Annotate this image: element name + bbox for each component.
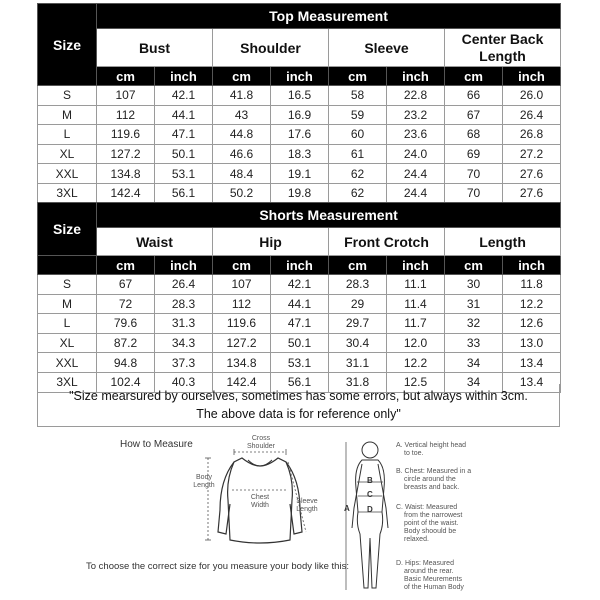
value-cell: 18.3 bbox=[271, 144, 329, 164]
size-cell: M bbox=[38, 105, 97, 125]
table-row bbox=[38, 105, 561, 125]
unit-inch: inch bbox=[387, 67, 445, 86]
unit-inch: inch bbox=[271, 67, 329, 86]
value-cell: 13.4 bbox=[503, 372, 561, 392]
unit-cm: cm bbox=[445, 67, 503, 86]
value-cell: 112 bbox=[97, 105, 155, 125]
value-cell: 28.3 bbox=[155, 294, 213, 314]
size-cell: 3XL bbox=[38, 372, 97, 392]
value-cell: 31 bbox=[445, 294, 503, 314]
value-cell: 22.8 bbox=[387, 86, 445, 106]
chest-width-label-line: Chest bbox=[250, 494, 270, 501]
legend-line: B. Chest: Measured in a bbox=[396, 468, 472, 475]
value-cell: 50.1 bbox=[155, 144, 213, 164]
unit-row bbox=[38, 67, 561, 86]
unit-inch: inch bbox=[503, 256, 561, 275]
legend-line: Body shoould be bbox=[404, 528, 457, 535]
legend-line: circle around the bbox=[404, 476, 456, 483]
legend-line: relaxed. bbox=[404, 536, 429, 543]
value-cell: 119.6 bbox=[213, 314, 271, 334]
column-group-hip: Hip bbox=[213, 228, 329, 256]
value-cell: 11.4 bbox=[387, 294, 445, 314]
value-cell: 11.8 bbox=[503, 275, 561, 295]
size-cell: L bbox=[38, 314, 97, 334]
unit-inch: inch bbox=[155, 256, 213, 275]
column-group-front-crotch: Front Crotch bbox=[329, 228, 445, 256]
value-cell: 142.4 bbox=[213, 372, 271, 392]
value-cell: 69 bbox=[445, 144, 503, 164]
value-cell: 112 bbox=[213, 294, 271, 314]
legend-line: around the rear. bbox=[404, 568, 454, 575]
size-header: Size bbox=[38, 4, 97, 86]
top-measurement-table bbox=[37, 3, 561, 204]
unit-cm: cm bbox=[445, 256, 503, 275]
value-cell: 32 bbox=[445, 314, 503, 334]
value-cell: 33 bbox=[445, 333, 503, 353]
value-cell: 34.3 bbox=[155, 333, 213, 353]
legend-line: Basic Meurements bbox=[404, 576, 462, 583]
value-cell: 26.0 bbox=[503, 86, 561, 106]
value-cell: 134.8 bbox=[97, 164, 155, 184]
value-cell: 23.2 bbox=[387, 105, 445, 125]
unit-inch: inch bbox=[387, 256, 445, 275]
unit-inch: inch bbox=[155, 67, 213, 86]
value-cell: 19.8 bbox=[271, 183, 329, 203]
column-group-waist: Waist bbox=[97, 228, 213, 256]
legend-line: from the narrowest bbox=[404, 512, 463, 519]
legend-line: to toe. bbox=[404, 450, 424, 457]
disclaimer-line-1: "Size mearsured by ourselves, sometimes has some errors, but always within 3cm. bbox=[69, 389, 528, 403]
size-cell: 3XL bbox=[38, 183, 97, 203]
value-cell: 42.1 bbox=[155, 86, 213, 106]
table-title: Top Measurement bbox=[97, 4, 561, 29]
value-cell: 107 bbox=[97, 86, 155, 106]
table-row bbox=[38, 86, 561, 106]
value-cell: 48.4 bbox=[213, 164, 271, 184]
value-cell: 119.6 bbox=[97, 125, 155, 145]
legend-line: C. Waist: Measured bbox=[396, 504, 458, 511]
body-length-label-line: Length bbox=[193, 482, 215, 489]
value-cell: 40.3 bbox=[155, 372, 213, 392]
value-cell: 37.3 bbox=[155, 353, 213, 373]
table-row bbox=[38, 183, 561, 203]
value-cell: 13.4 bbox=[503, 353, 561, 373]
table-row bbox=[38, 125, 561, 145]
unit-inch: inch bbox=[503, 67, 561, 86]
unit-blank bbox=[38, 256, 97, 275]
value-cell: 70 bbox=[445, 183, 503, 203]
value-cell: 47.1 bbox=[271, 314, 329, 334]
value-cell: 61 bbox=[329, 144, 387, 164]
table-row bbox=[38, 333, 561, 353]
shorts-table-body bbox=[38, 275, 561, 393]
value-cell: 27.2 bbox=[503, 144, 561, 164]
value-cell: 68 bbox=[445, 125, 503, 145]
value-cell: 28.3 bbox=[329, 275, 387, 295]
value-cell: 127.2 bbox=[97, 144, 155, 164]
value-cell: 94.8 bbox=[97, 353, 155, 373]
column-group-length: Length bbox=[445, 228, 561, 256]
value-cell: 26.8 bbox=[503, 125, 561, 145]
value-cell: 53.1 bbox=[271, 353, 329, 373]
value-cell: 19.1 bbox=[271, 164, 329, 184]
legend-c bbox=[396, 504, 462, 544]
value-cell: 12.2 bbox=[387, 353, 445, 373]
sleeve-length-label bbox=[292, 498, 322, 514]
value-cell: 62 bbox=[329, 183, 387, 203]
value-cell: 31.8 bbox=[329, 372, 387, 392]
value-cell: 56.1 bbox=[271, 372, 329, 392]
marker-b: B bbox=[367, 476, 373, 485]
sleeve-length-label-line: Length bbox=[296, 506, 318, 513]
cross-shoulder-label bbox=[240, 435, 282, 451]
chest-width-label-line: Width bbox=[251, 502, 269, 509]
sleeve-length-label-line: Sleeve bbox=[296, 498, 318, 505]
disclaimer-line-2: The above data is for reference only" bbox=[196, 407, 401, 421]
unit-cm: cm bbox=[213, 256, 271, 275]
value-cell: 107 bbox=[213, 275, 271, 295]
marker-a: A bbox=[344, 504, 350, 513]
cross-shoulder-label-line: Cross bbox=[251, 435, 271, 442]
value-cell: 58 bbox=[329, 86, 387, 106]
disclaimer-note bbox=[37, 384, 560, 427]
value-cell: 26.4 bbox=[155, 275, 213, 295]
column-group-shoulder: Shoulder bbox=[213, 29, 329, 67]
value-cell: 31.3 bbox=[155, 314, 213, 334]
value-cell: 16.9 bbox=[271, 105, 329, 125]
value-cell: 46.6 bbox=[213, 144, 271, 164]
value-cell: 27.6 bbox=[503, 183, 561, 203]
column-group-bust: Bust bbox=[97, 29, 213, 67]
marker-c: C bbox=[367, 490, 373, 499]
unit-row bbox=[38, 256, 561, 275]
unit-cm: cm bbox=[213, 67, 271, 86]
value-cell: 17.6 bbox=[271, 125, 329, 145]
value-cell: 134.8 bbox=[213, 353, 271, 373]
unit-cm: cm bbox=[97, 67, 155, 86]
how-to-measure-title: How to Measure bbox=[120, 439, 193, 450]
legend-b bbox=[396, 468, 471, 492]
value-cell: 87.2 bbox=[97, 333, 155, 353]
value-cell: 12.6 bbox=[503, 314, 561, 334]
value-cell: 44.8 bbox=[213, 125, 271, 145]
value-cell: 67 bbox=[97, 275, 155, 295]
legend-d bbox=[396, 560, 464, 592]
unit-cm: cm bbox=[97, 256, 155, 275]
size-cell: XL bbox=[38, 333, 97, 353]
value-cell: 59 bbox=[329, 105, 387, 125]
table-row bbox=[38, 144, 561, 164]
size-header: Size bbox=[38, 203, 97, 256]
value-cell: 16.5 bbox=[271, 86, 329, 106]
size-cell: XXL bbox=[38, 353, 97, 373]
value-cell: 23.6 bbox=[387, 125, 445, 145]
value-cell: 41.8 bbox=[213, 86, 271, 106]
legend-line: A. Vertical height head bbox=[396, 442, 467, 449]
shorts-measurement-table bbox=[37, 202, 561, 393]
value-cell: 30.4 bbox=[329, 333, 387, 353]
table-title: Shorts Measurement bbox=[97, 203, 561, 228]
value-cell: 43 bbox=[213, 105, 271, 125]
value-cell: 62 bbox=[329, 164, 387, 184]
value-cell: 12.5 bbox=[387, 372, 445, 392]
value-cell: 79.6 bbox=[97, 314, 155, 334]
value-cell: 70 bbox=[445, 164, 503, 184]
value-cell: 142.4 bbox=[97, 183, 155, 203]
body-length-label bbox=[192, 474, 216, 490]
value-cell: 34 bbox=[445, 372, 503, 392]
table-row bbox=[38, 314, 561, 334]
table-row bbox=[38, 275, 561, 295]
value-cell: 102.4 bbox=[97, 372, 155, 392]
value-cell: 34 bbox=[445, 353, 503, 373]
value-cell: 11.1 bbox=[387, 275, 445, 295]
legend-line: point of the waist. bbox=[404, 520, 459, 527]
value-cell: 56.1 bbox=[155, 183, 213, 203]
legend-line: breasts and back. bbox=[404, 484, 460, 491]
value-cell: 60 bbox=[329, 125, 387, 145]
value-cell: 12.2 bbox=[503, 294, 561, 314]
measurement-guide bbox=[0, 432, 600, 600]
value-cell: 44.1 bbox=[271, 294, 329, 314]
human-body-icon bbox=[340, 438, 400, 598]
size-cell: S bbox=[38, 86, 97, 106]
value-cell: 47.1 bbox=[155, 125, 213, 145]
legend-line: D. Hips: Measured bbox=[396, 560, 454, 567]
column-group-center-back-length: Center Back Length bbox=[445, 29, 561, 67]
value-cell: 50.1 bbox=[271, 333, 329, 353]
size-cell: XL bbox=[38, 144, 97, 164]
table-row bbox=[38, 353, 561, 373]
top-table-body bbox=[38, 86, 561, 204]
unit-cm: cm bbox=[329, 256, 387, 275]
value-cell: 42.1 bbox=[271, 275, 329, 295]
choose-size-instruction: To choose the correct size for you measure your body like this: bbox=[86, 561, 349, 572]
size-cell: S bbox=[38, 275, 97, 295]
size-cell: XXL bbox=[38, 164, 97, 184]
value-cell: 26.4 bbox=[503, 105, 561, 125]
cross-shoulder-label-line: Shoulder bbox=[246, 443, 276, 450]
value-cell: 29 bbox=[329, 294, 387, 314]
size-cell: M bbox=[38, 294, 97, 314]
value-cell: 72 bbox=[97, 294, 155, 314]
body-length-label-line: Body bbox=[196, 474, 212, 481]
value-cell: 44.1 bbox=[155, 105, 213, 125]
value-cell: 12.0 bbox=[387, 333, 445, 353]
value-cell: 11.7 bbox=[387, 314, 445, 334]
unit-inch: inch bbox=[271, 256, 329, 275]
value-cell: 127.2 bbox=[213, 333, 271, 353]
value-cell: 30 bbox=[445, 275, 503, 295]
chest-width-label bbox=[245, 494, 275, 510]
value-cell: 31.1 bbox=[329, 353, 387, 373]
column-group-sleeve: Sleeve bbox=[329, 29, 445, 67]
value-cell: 27.6 bbox=[503, 164, 561, 184]
table-row bbox=[38, 294, 561, 314]
size-cell: L bbox=[38, 125, 97, 145]
value-cell: 24.4 bbox=[387, 164, 445, 184]
legend-a bbox=[396, 442, 466, 458]
table-row bbox=[38, 164, 561, 184]
value-cell: 53.1 bbox=[155, 164, 213, 184]
value-cell: 29.7 bbox=[329, 314, 387, 334]
legend-line: of the Human Body bbox=[404, 584, 464, 591]
value-cell: 24.4 bbox=[387, 183, 445, 203]
value-cell: 13.0 bbox=[503, 333, 561, 353]
value-cell: 50.2 bbox=[213, 183, 271, 203]
value-cell: 66 bbox=[445, 86, 503, 106]
unit-cm: cm bbox=[329, 67, 387, 86]
value-cell: 24.0 bbox=[387, 144, 445, 164]
value-cell: 67 bbox=[445, 105, 503, 125]
marker-d: D bbox=[367, 505, 373, 514]
